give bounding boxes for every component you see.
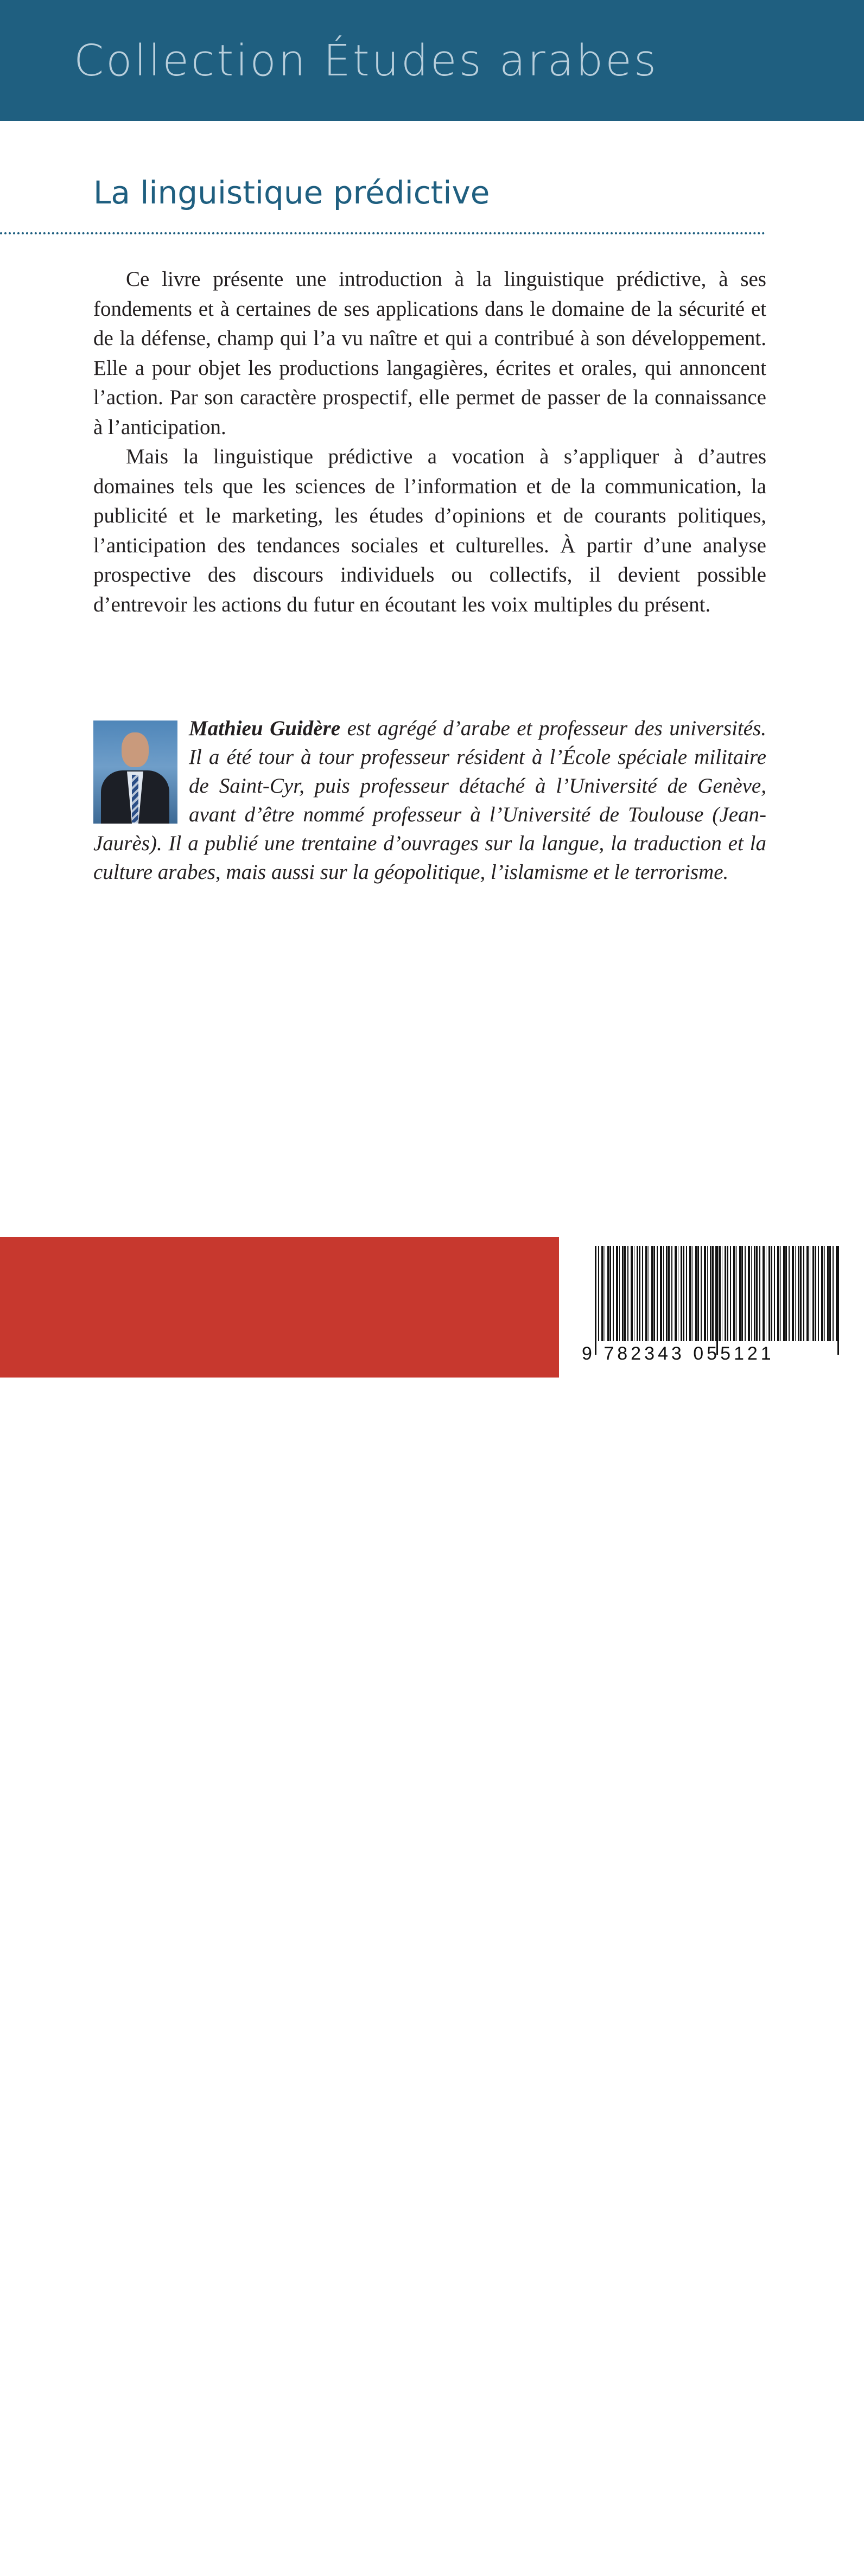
barcode-digits: 9 782343 055121 xyxy=(582,1343,774,1364)
isbn-text: ISBN : 978-2-343-05512-1 xyxy=(93,2517,323,2539)
author-bio xyxy=(93,714,766,887)
summary-paragraph-2: Mais la linguistique prédictive a vocation à s’appliquer à d’autres domaines tels que les sciences de l’information et de la communication, la publicité et le marketing, les études d’opinions et de courants politiques, l’anticipation des tendances sociales et culturelles. À partir d’une analyse prospective des discours individuels ou collectifs, il devient possible d’entrevoir les actions du futur en écoutant les voix multiples du présent. xyxy=(93,445,766,616)
header-band xyxy=(0,0,864,121)
book-summary xyxy=(93,265,766,620)
price-text: 24,50 € xyxy=(92,2548,161,2573)
barcode xyxy=(559,1237,864,1378)
summary-paragraph-1: Ce livre présente une introduction à la linguistique prédictive, à ses fondements et à certaines de ses applications dans le domaine de la sécurité et de la défense, champ qui l’a vu naître et qui a contribué à son développement. Elle a pour objet les productions langagières, écrites et orales, qui annoncent l’action. Par son caractère prospectif, elle permet de passer de la connaissance à l’anticipation. xyxy=(93,267,766,439)
book-title: La linguistique prédictive xyxy=(93,174,490,211)
dotted-divider xyxy=(0,232,765,234)
author-photo xyxy=(93,720,177,824)
author-bio-text: est agrégé d’arabe et professeur des universités. Il a été tour à tour professeur résident à l’École spéciale militaire de Saint-Cyr, puis professeur détaché à l’Université de Genève, avant d’être nommé professeur à l’Université de Toulouse (Jean-Jaurès). Il a publié une trentaine d’ouvrages sur la langue, la traduction et la culture arabes, mais aussi sur la géopolitique, l’islamisme et le terrorisme. xyxy=(93,717,766,884)
author-name: Mathieu Guidère xyxy=(189,717,341,740)
collection-name: Collection Études arabes xyxy=(74,36,659,86)
